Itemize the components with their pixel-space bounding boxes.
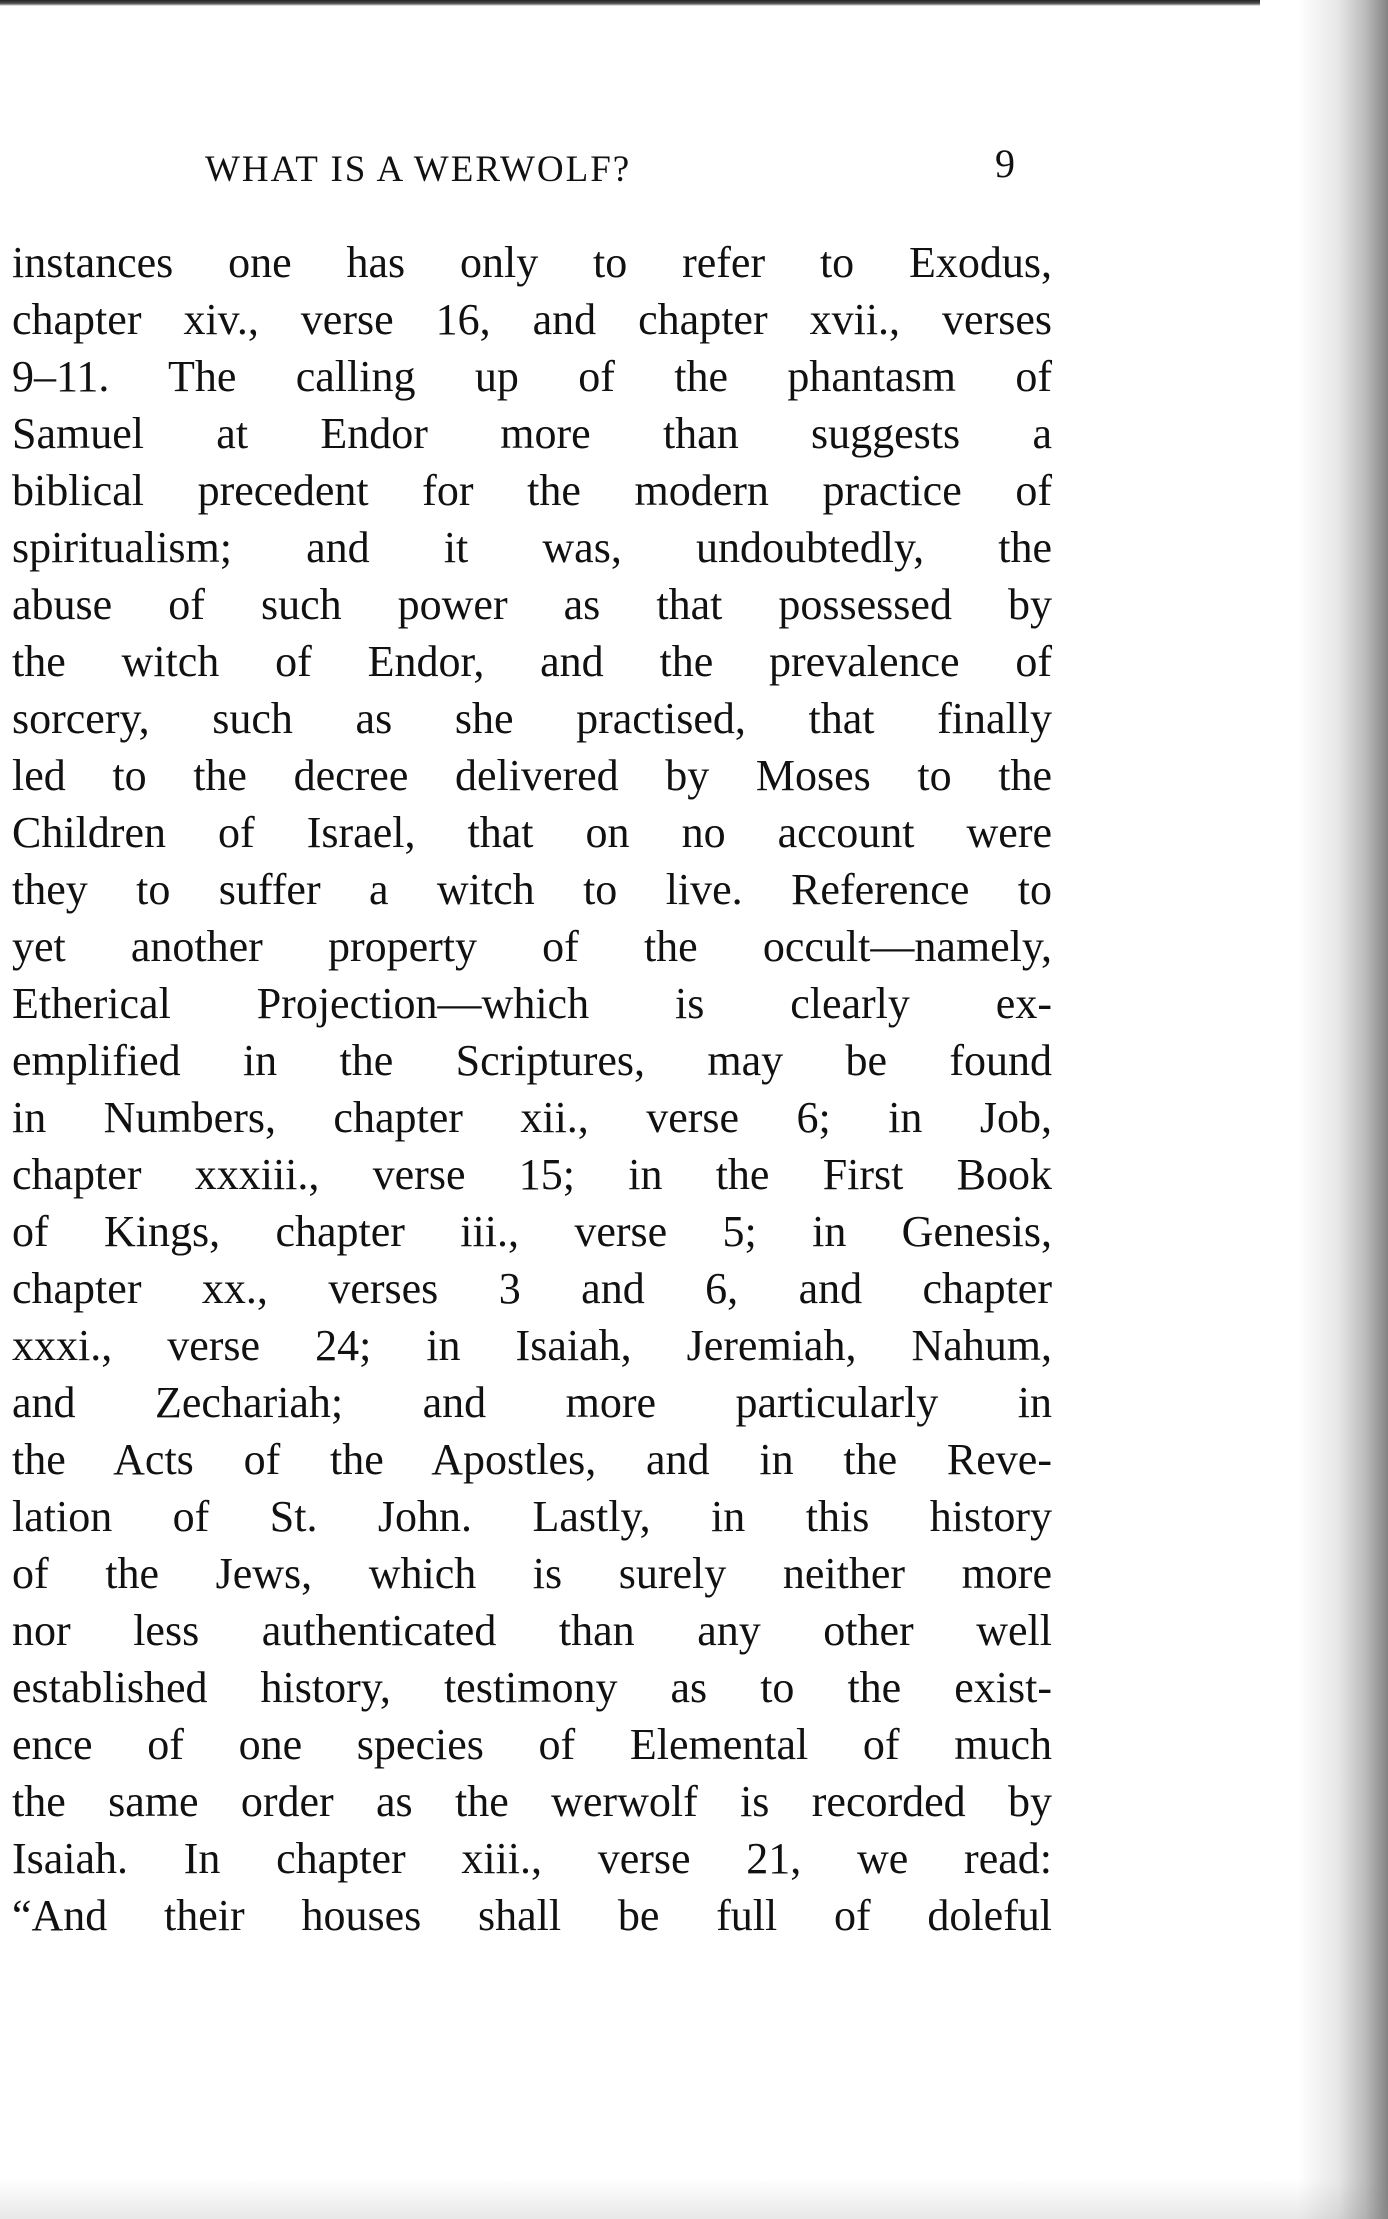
- text-line: “And their houses shall be full of doleful: [12, 1891, 1052, 1940]
- text-line: the same order as the werwolf is recorded by: [12, 1777, 1052, 1826]
- text-line: ence of one species of Elemental of much: [12, 1720, 1052, 1769]
- text-line: emplified in the Scriptures, may be found: [12, 1036, 1052, 1085]
- text-line: abuse of such power as that possessed by: [12, 580, 1052, 629]
- text-line: established history, testimony as to the exist-: [12, 1663, 1052, 1712]
- text-line: and Zechariah; and more particularly in: [12, 1378, 1052, 1427]
- text-line: Children of Israel, that on no account were: [12, 808, 1052, 857]
- text-line: led to the decree delivered by Moses to the: [12, 751, 1052, 800]
- text-line: chapter xx., verses 3 and 6, and chapter: [12, 1264, 1052, 1313]
- text-line: of Kings, chapter iii., verse 5; in Genesis,: [12, 1207, 1052, 1256]
- top-edge-rule: [0, 0, 1260, 6]
- page-edge-shadow: [1298, 0, 1388, 2219]
- text-line: spiritualism; and it was, undoubtedly, the: [12, 523, 1052, 572]
- text-line: instances one has only to refer to Exodus,: [12, 238, 1052, 287]
- text-line: the witch of Endor, and the prevalence of: [12, 637, 1052, 686]
- text-line: they to suffer a witch to live. Reference to: [12, 865, 1052, 914]
- text-line: chapter xxxiii., verse 15; in the First Book: [12, 1150, 1052, 1199]
- text-line: Samuel at Endor more than suggests a: [12, 409, 1052, 458]
- page-number: 9: [995, 141, 1015, 186]
- running-head: [205, 140, 1025, 200]
- body-text: [12, 234, 1052, 1944]
- text-line: yet another property of the occult—namely,: [12, 922, 1052, 971]
- text-line: nor less authenticated than any other well: [12, 1606, 1052, 1655]
- text-line: lation of St. John. Lastly, in this history: [12, 1492, 1052, 1541]
- text-line: in Numbers, chapter xii., verse 6; in Job,: [12, 1093, 1052, 1142]
- text-line: Etherical Projection—which is clearly ex-: [12, 979, 1052, 1028]
- running-title: WHAT IS A WERWOLF?: [205, 149, 632, 190]
- text-line: xxxi., verse 24; in Isaiah, Jeremiah, Nahum,: [12, 1321, 1052, 1370]
- text-line: Isaiah. In chapter xiii., verse 21, we read:: [12, 1834, 1052, 1883]
- text-line: chapter xiv., verse 16, and chapter xvii., verses: [12, 295, 1052, 344]
- text-line: 9–11. The calling up of the phantasm of: [12, 352, 1052, 401]
- text-line: biblical precedent for the modern practice of: [12, 466, 1052, 515]
- text-line: sorcery, such as she practised, that finally: [12, 694, 1052, 743]
- text-line: the Acts of the Apostles, and in the Reve-: [12, 1435, 1052, 1484]
- bottom-edge-shadow: [0, 2179, 1388, 2219]
- text-line: of the Jews, which is surely neither more: [12, 1549, 1052, 1598]
